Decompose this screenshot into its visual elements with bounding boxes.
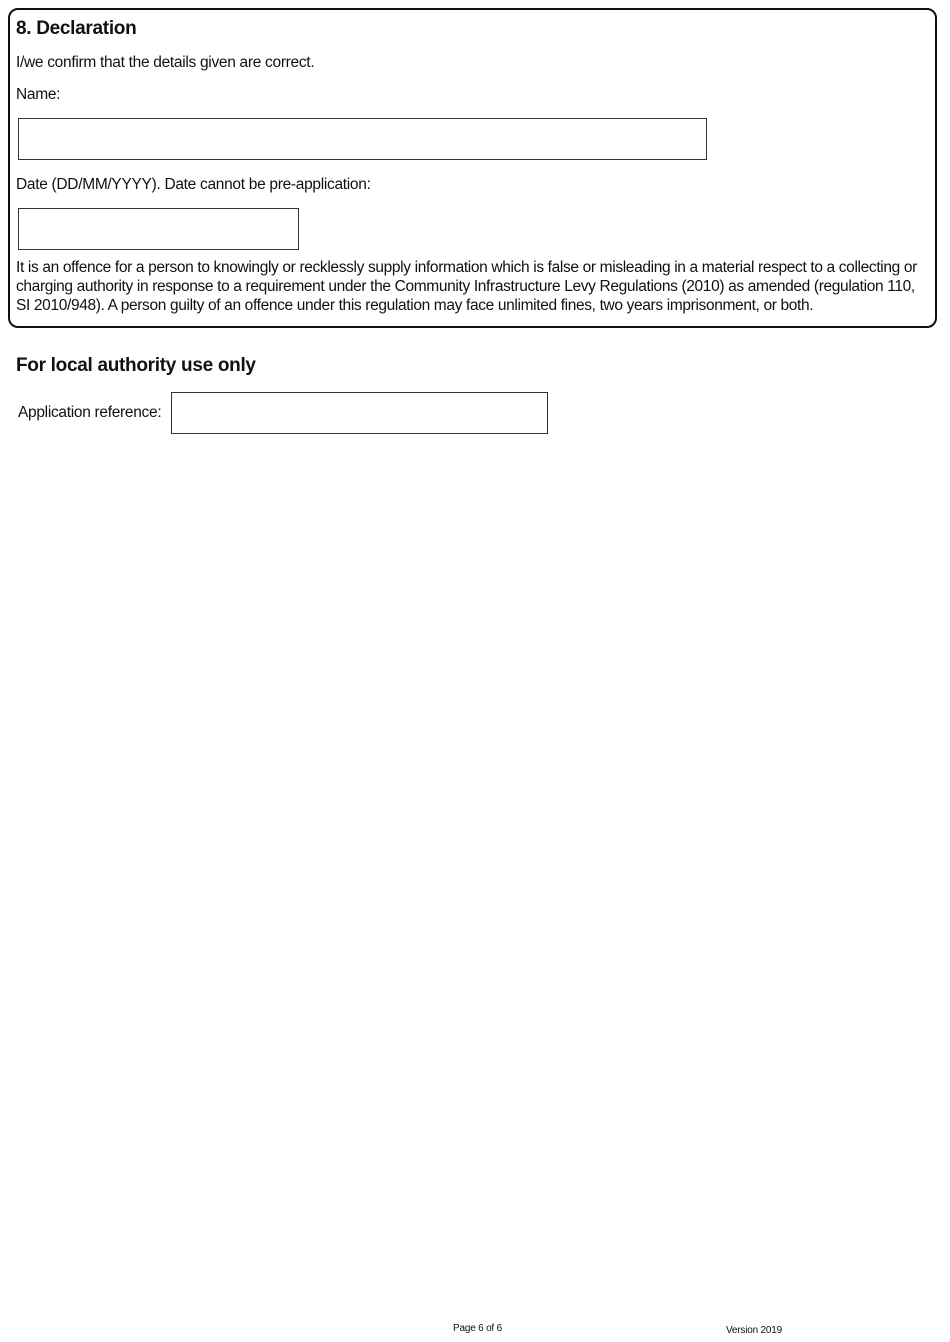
application-reference-label: Application reference: — [18, 404, 162, 421]
name-label: Name: — [16, 86, 61, 103]
version-label: Version 2019 — [726, 1325, 782, 1336]
confirm-text: I/we confirm that the details given are correct. — [16, 54, 315, 71]
date-label: Date (DD/MM/YYYY). Date cannot be pre-application: — [16, 176, 371, 193]
page-number: Page 6 of 6 — [453, 1323, 502, 1334]
name-field[interactable] — [18, 118, 707, 160]
offence-notice: It is an offence for a person to knowingly or recklessly supply information which is false or misleading in a material respect to a collecting or charging authority in response to a requirement under the Community Infrastructure Levy Regulations (2010) as amended (regulation 110, SI 2010/948). A person guilty of an offence under this regulation may face unlimited fines, two years imprisonment, or both. — [16, 259, 917, 314]
date-field[interactable] — [18, 208, 299, 250]
local-authority-title: For local authority use only — [16, 355, 256, 376]
application-reference-field[interactable] — [171, 392, 548, 434]
declaration-section — [8, 8, 937, 328]
declaration-title: 8. Declaration — [16, 18, 137, 39]
